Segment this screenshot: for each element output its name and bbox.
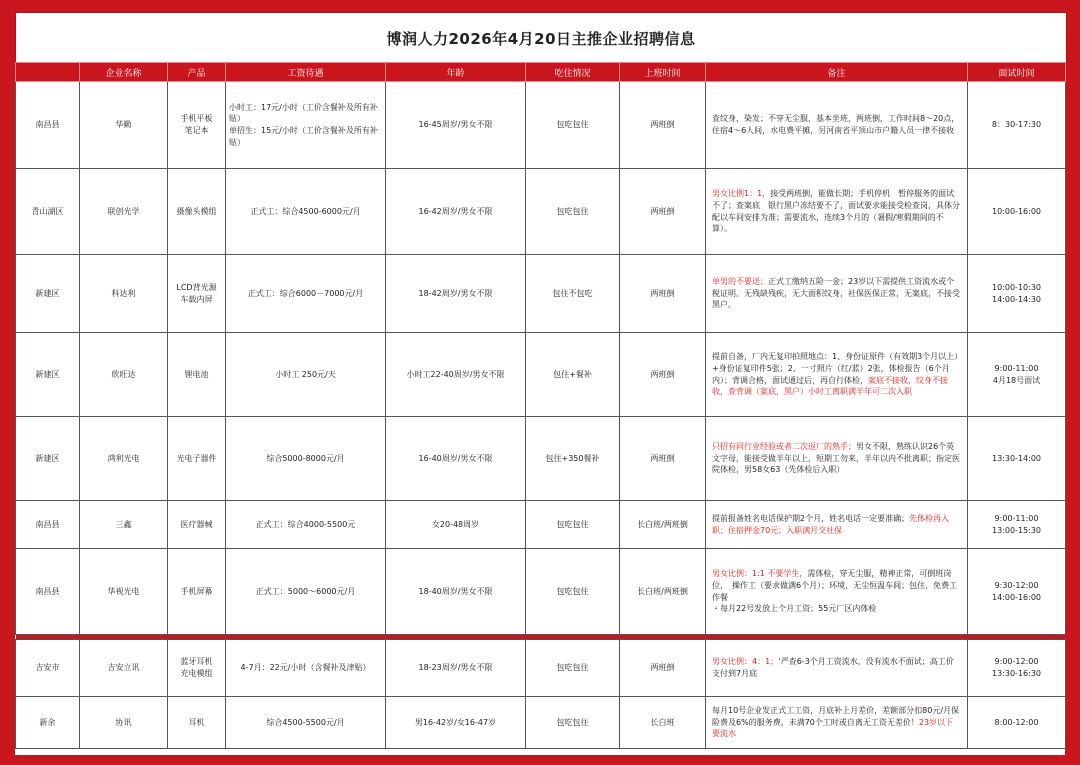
table-row	[16, 255, 1066, 333]
note-text: 查纹身，染发；不穿无尘服，基本坐班，两班倒，工作时间8～20点，住宿4～6人间，水电费平摊，另河南省平顶山市户籍人员一律不接收	[712, 114, 960, 135]
cell-interview: 10:00-16:00	[968, 169, 1066, 255]
cell-age: 16-40周岁/男女不限	[386, 417, 526, 501]
recruitment-table-sheet	[15, 62, 1065, 765]
cell-salary: 小时工 250元/天	[226, 333, 386, 417]
cell-shift: 长白班/两班倒	[620, 501, 706, 549]
cell-company: 协讯	[80, 697, 168, 749]
cell-region: 青山湖区	[16, 169, 80, 255]
cell-product: 锂电池	[168, 333, 226, 417]
note-highlight: 男女比例：1:1 不要学生，	[712, 569, 808, 579]
cell-product: 耳机	[168, 697, 226, 749]
header-age: 年龄	[386, 63, 526, 82]
cell-age: 18-42周岁/男女不限	[386, 255, 526, 333]
cell-product: LCD背光源 车载内屏	[168, 255, 226, 333]
cell-region: 南昌县	[16, 549, 80, 635]
cell-interview: 10:00-10:30 14:00-14:30	[968, 255, 1066, 333]
cell-shift: 两班倒	[620, 333, 706, 417]
cell-company: 华勤	[80, 82, 168, 169]
header-note: 备注	[706, 63, 968, 82]
cell-interview: 9:00-11:00 13:00-15:30	[968, 501, 1066, 549]
cell-interview: 9:30-12:00 14:00-16:00	[968, 549, 1066, 635]
cell-board: 包吃包住	[526, 82, 620, 169]
cell-company: 吉安立讯	[80, 640, 168, 697]
note-highlight: 单男的不要送；	[712, 277, 768, 287]
cell-note	[706, 333, 968, 417]
header-row	[16, 63, 1066, 82]
header-company: 企业名称	[80, 63, 168, 82]
cell-board: 包吃包住	[526, 501, 620, 549]
note-text: ‘严查6-3个月工资流水，没有流水不面试；高工价支付到7月底	[712, 657, 954, 678]
table-row	[16, 501, 1066, 549]
cell-company: 华视光电	[80, 549, 168, 635]
cell-board: 包吃包住	[526, 549, 620, 635]
table-row	[16, 82, 1066, 169]
header-region	[16, 63, 80, 82]
cell-board: 包住+餐补	[526, 333, 620, 417]
cell-age: 18-23周岁/男女不限	[386, 640, 526, 697]
table-row	[16, 640, 1066, 697]
note-highlight: 男女比例：4：1；	[712, 657, 779, 667]
note-highlight-tail: 先体检再入职；住宿押金70元；入职满月交社保	[712, 513, 950, 535]
cell-note	[706, 501, 968, 549]
cell-interview: 8:00-12:00	[968, 697, 1066, 749]
table-row	[16, 169, 1066, 255]
cell-shift: 两班倒	[620, 417, 706, 501]
note-highlight-tail: 案底不接收，纹身不接收，查背调（案底，黑户）小时工离职满半年可二次入职	[712, 375, 948, 397]
cell-region: 南昌县	[16, 82, 80, 169]
note-text: 提前报备姓名电话保护期2个月，姓名电话一定要准确；	[712, 513, 910, 523]
note-text: 需体检，穿无尘服，精神正常，可倒班岗位， 操作工（要求做满6个月）；环境，无尘恒温车间；包住，免费工作餐 ・每月22号发放上个月工资；55元厂区内体检	[712, 569, 958, 614]
cell-salary: 小时工：17元/小时（工价含餐补及所有补贴） 单招生：15元/小时（工价含餐补及所有补贴）	[226, 82, 386, 169]
cell-salary: 综合4500-5500元/月	[226, 697, 386, 749]
cell-note	[706, 697, 968, 749]
cell-salary: 正式工：5000～6000元/月	[226, 549, 386, 635]
note-highlight: 只招有同行业经验或者二次返厂的熟手；	[712, 442, 856, 452]
cell-shift: 长白班	[620, 697, 706, 749]
cell-age: 男16-42岁/女16-47岁	[386, 697, 526, 749]
header-board: 吃住情况	[526, 63, 620, 82]
bottom-border	[0, 755, 1080, 765]
title-banner	[15, 12, 1067, 64]
cell-age: 16-45周岁/男女不限	[386, 82, 526, 169]
cell-salary: 综合5000-8000元/月	[226, 417, 386, 501]
cell-product: 医疗器械	[168, 501, 226, 549]
cell-product: 蓝牙耳机 充电模组	[168, 640, 226, 697]
note-text: 正式工缴纳五险一金；23岁以下需提供工资流水或个税证明。无残缺残疾，无大面积纹身，社保医保正常，无案底，不接受黑户。	[712, 277, 960, 310]
cell-age: 小时工22-40周岁/男女不限	[386, 333, 526, 417]
cell-board: 包吃包住	[526, 697, 620, 749]
cell-note	[706, 417, 968, 501]
note-highlight-tail: 23岁以下要流水	[712, 717, 954, 739]
cell-salary: 正式工：综合6000－7000元/月	[226, 255, 386, 333]
cell-product: 手机屏幕	[168, 549, 226, 635]
cell-note	[706, 169, 968, 255]
cell-note	[706, 640, 968, 697]
cell-company: 三鑫	[80, 501, 168, 549]
cell-region: 新建区	[16, 255, 80, 333]
cell-shift: 两班倒	[620, 255, 706, 333]
cell-shift: 长白班/两班倒	[620, 549, 706, 635]
cell-region: 新建区	[16, 417, 80, 501]
note-text: 接受两班倒，能做长期；手机停机 暂停服务的面试不了；查案底 银行黑户冻结要不了，面试要求能接受检查岗，具体分配以车间安排为准；需要流水，连续3个月的（暑假/寒假期间的不算）。	[712, 189, 960, 234]
recruitment-table	[15, 62, 1066, 749]
cell-note	[706, 82, 968, 169]
cell-shift: 两班倒	[620, 169, 706, 255]
cell-shift: 两班倒	[620, 82, 706, 169]
cell-interview: 13:30-14:00	[968, 417, 1066, 501]
cell-company: 科达利	[80, 255, 168, 333]
cell-age: 女20-48周岁	[386, 501, 526, 549]
cell-region: 新建区	[16, 333, 80, 417]
cell-company: 联创光学	[80, 169, 168, 255]
page-title: 博润人力2026年4月20日主推企业招聘信息	[386, 29, 696, 48]
cell-board: 包住不包吃	[526, 255, 620, 333]
cell-board: 包吃包住	[526, 169, 620, 255]
table-row	[16, 417, 1066, 501]
note-text: 提前自备，厂内无复印拍照地点：1、身份证原件（有效期3个月以上）+身份证复印件5张；2、一寸照片（红/蓝）2张，体检报告（6个月内）；背调合格，面试通过后，再自行体检，	[712, 352, 959, 385]
cell-company: 鸿利光电	[80, 417, 168, 501]
cell-salary: 正式工：综合4000-5500元	[226, 501, 386, 549]
cell-region: 吉安市	[16, 640, 80, 697]
note-highlight: 男女比例1：1，	[712, 189, 771, 199]
cell-region: 南昌县	[16, 501, 80, 549]
cell-age: 16-42周岁/男女不限	[386, 169, 526, 255]
header-salary: 工资待遇	[226, 63, 386, 82]
cell-product: 摄像头模组	[168, 169, 226, 255]
cell-interview: 8：30-17:30	[968, 82, 1066, 169]
note-text: 每月10号企业发正式工工资，月底补上月差价，差额部分扣80元/月保险费及6%的服务费，未满70个工时或自离无工资无差价！	[712, 706, 960, 727]
cell-region: 新余	[16, 697, 80, 749]
table-row	[16, 697, 1066, 749]
cell-board: 包住+350餐补	[526, 417, 620, 501]
cell-product: 手机平板 笔记本	[168, 82, 226, 169]
header-interview: 面试时间	[968, 63, 1066, 82]
note-text: 男女不限，熟练认识26个英文字母，能接受做半年以上，短期工勿来，半年以内不批离职；指定医院体检，男58女63（先体检后入职）	[712, 442, 960, 475]
cell-salary: 正式工：综合4500-6000元/月	[226, 169, 386, 255]
cell-interview: 9:00-12:00 13:30-16:30	[968, 640, 1066, 697]
cell-company: 欣旺达	[80, 333, 168, 417]
table-row	[16, 549, 1066, 635]
cell-product: 光电子器件	[168, 417, 226, 501]
cell-note	[706, 549, 968, 635]
table-row	[16, 333, 1066, 417]
cell-age: 18-40周岁/男女不限	[386, 549, 526, 635]
cell-interview: 9:00-11:00 4月18号面试	[968, 333, 1066, 417]
cell-note	[706, 255, 968, 333]
header-product: 产品	[168, 63, 226, 82]
cell-shift: 两班倒	[620, 640, 706, 697]
cell-salary: 4-7月：22元/小时（含餐补及津贴）	[226, 640, 386, 697]
cell-board: 包吃包住	[526, 640, 620, 697]
header-shift: 上班时间	[620, 63, 706, 82]
